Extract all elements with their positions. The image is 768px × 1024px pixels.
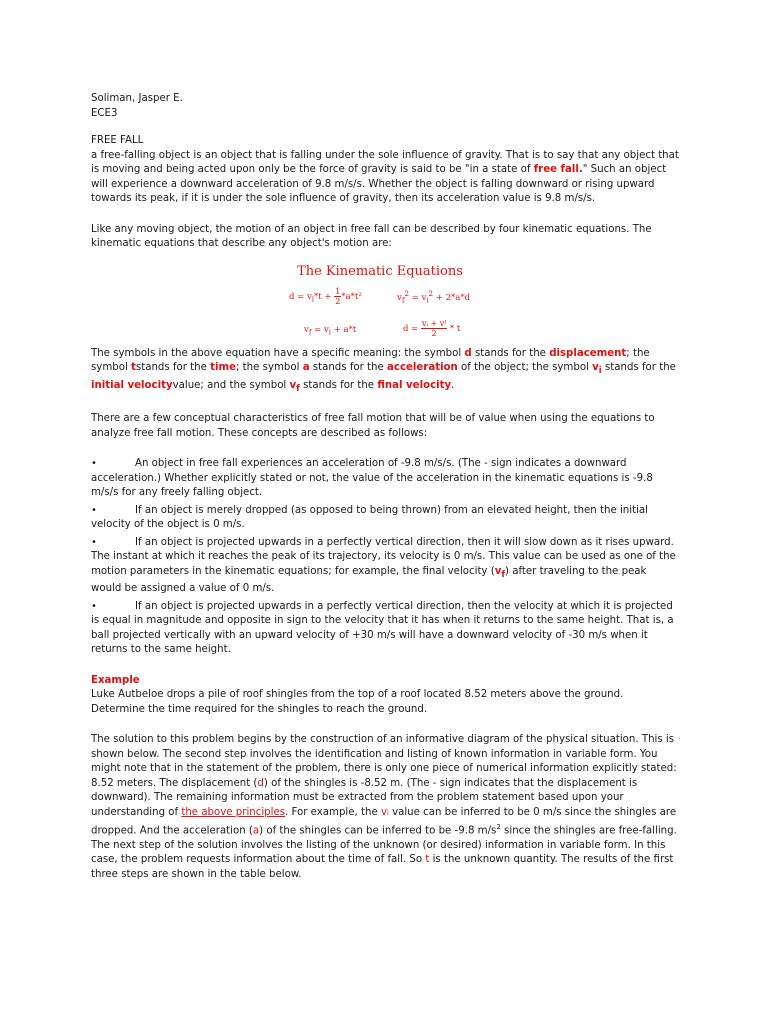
author-name: Soliman, Jasper E. <box>91 93 183 104</box>
example-title: Example <box>91 674 140 686</box>
list-item <box>91 536 679 597</box>
list-item <box>91 600 679 658</box>
equations-title: The Kinematic Equations <box>297 263 463 279</box>
equation-displacement-time: $d = v_i*t$ + $\frac{1}{2}$ *a*t² <box>289 286 362 306</box>
bullet-marker: • <box>91 458 97 470</box>
list-item <box>91 504 679 533</box>
bullet-text: • An object in free fall experiences an acceleration of -9.8 m/s/s. (The - sign indicates a downward acceleration.) Whether explicitly stated or not, the value of the acceleration in the kinematic equations is -9.8 m/s/s for any freely falling object. <box>91 458 653 499</box>
kinematic-equations-figure <box>91 264 679 347</box>
symbols-paragraph: The symbols in the above equation have a specific meaning: the symbol d stands for the displacement; the symbol tstands for the time; the symbol a stands for the acceleration of the object; the symbol $v_i$ stands for the initial velocityvalue; and the symbol $v_f$ stands for the final velocity. <box>91 347 676 394</box>
above-principles-link[interactable]: the above principles <box>181 806 286 818</box>
bullet-text: • If an object is projected upwards in a perfectly vertical direction, then it will slow down as it rises upward. The instant at which it reaches the peak of its trajectory, its velocity is 0 m/s. This value can be used as one of the motion parameters in the kinematic equations; for example, the final velocity $(v_f)$ after traveling to the peak would be assigned a value of 0 m/s. <box>91 536 676 595</box>
concepts-list <box>91 457 679 658</box>
list-item <box>91 457 679 501</box>
bullet-marker: • <box>91 504 97 516</box>
bullet-marker: • <box>91 600 97 612</box>
example-problem: Luke Autbeloe drops a pile of roof shingles from the top of a roof located 8.52 meters above the ground. Determine the time required for the shingles to reach the ground. <box>91 689 624 715</box>
course-code: ECE3 <box>91 107 118 119</box>
bullet-text: • If an object is projected upwards in a perfectly vertical direction, then the velocity at which it is projected is equal in magnitude and opposite in sign to the velocity that it has when it returns to the same height. That is, a ball projected vertically with an upward velocity of +30 m/s will have a downward velocity of -30 m/s when it returns to the same height. <box>91 600 674 656</box>
equation-average-velocity: d = $\frac{\text{vᵢ + vᶠ}}{2}$ * t <box>403 318 461 338</box>
bullet-marker: • <box>91 536 97 548</box>
bullet-text: • If an object is merely dropped (as opposed to being thrown) from an elevated height, then the initial velocity of the object is 0 m/s. <box>91 504 648 531</box>
example-solution: The solution to this problem begins by the construction of an informative diagram of the physical situation. This is shown below. The second step involves the identification and listing of known information in variable form. You might note that in the statement of the problem, there is only one piece of numerical information explicitly stated: 8.52 meters. The displacement (d) of the shingles is -8.52 m. (The - sign indicates that the displacement is downward). The remaining information must be extracted from the problem statement based upon your understanding of the above principles. For example, the vᵢ value can be inferred to be 0 m/s since the shingles are dropped. And the acceleration (a) of the shingles can be inferred to be -9.8 $m/s^2$ since the shingles are free-falling. The next step of the solution involves the listing of the unknown (or desired) information in variable form. In this case, the problem requests information about the time of fall. So t is the unknown quantity. The results of the first three steps are shown in the table below. <box>91 734 677 880</box>
section-title: FREE FALL <box>91 135 144 146</box>
document-page <box>91 92 679 882</box>
equation-velocity-time: $v_f = v_i + a*t$ <box>304 324 357 337</box>
concepts-intro-paragraph: There are a few conceptual characteristics of free fall motion that will be of value when using the equations to analyze free fall motion. These concepts are described as follows: <box>91 413 655 439</box>
equation-velocity-squared: $v_f^2 = v_i^2 + 2*a*d$ <box>397 288 471 305</box>
intro-paragraph: a free-falling object is an object that is falling under the sole influence of gravity. That is to say that any object that is moving and being acted upon only be the force of gravity is said to be "in a state of free fall." Such an object will experience a downward acceleration of 9.8 m/s/s. Whether the object is falling downward or rising upward towards its peak, if it is under the sole influence of gravity, then its acceleration value is 9.8 m/s/s. <box>91 149 679 204</box>
kinematic-intro-paragraph: Like any moving object, the motion of an object in free fall can be described by four kinematic equations. The kinematic equations that describe any object's motion are: <box>91 223 652 249</box>
free-fall-term: free fall. <box>533 164 583 175</box>
